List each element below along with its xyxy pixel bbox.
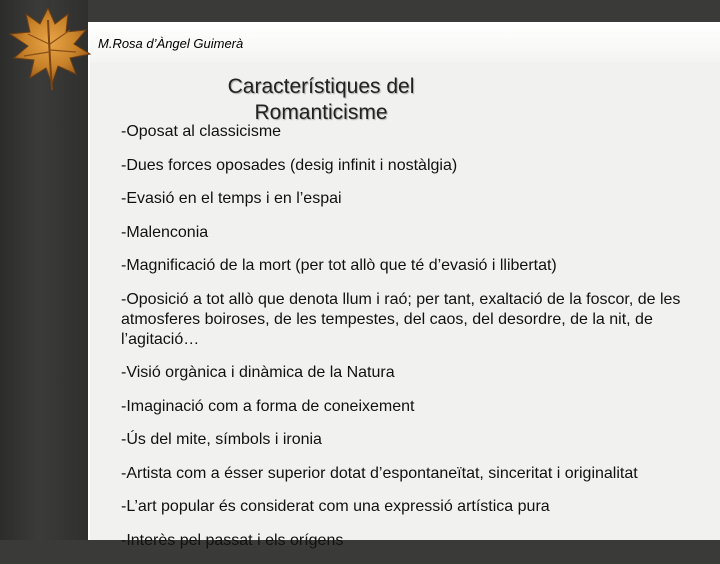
slide-title: Característiques del Romanticisme	[227, 75, 415, 124]
bullet-item: -Malenconia	[121, 223, 209, 241]
bullet-list	[121, 122, 707, 564]
top-frame-strip	[88, 0, 720, 22]
bullet-item: -Oposició a tot allò que denota llum i raó; per tant, exaltació de la foscor, de les atmosferes boiroses, de les tempestes, del caos, del desordre, de la nit, de l’agitació…	[121, 290, 681, 348]
bullet-item: -L’art popular és considerat com una expressió artística pura	[121, 498, 550, 515]
bullet-item: -Magnificació de la mort (per tot allò que té d’evasió i llibertat)	[121, 257, 557, 274]
bullet-item: -Oposat al classicisme	[121, 123, 282, 140]
slide-author: M.Rosa d’Àngel Guimerà	[98, 36, 244, 51]
bullet-item: -Interès pel passat i els orígens	[121, 531, 344, 549]
autumn-leaf-icon	[0, 0, 96, 96]
bullet-item: -Visió orgànica i dinàmica de la Natura	[121, 364, 395, 381]
bullet-item: -Evasió en el temps i en l’espai	[121, 190, 342, 207]
slide-canvas	[88, 22, 720, 549]
bullet-item: -Ús del mite, símbols i ironia	[121, 431, 322, 448]
bullet-item: -Imaginació com a forma de coneixement	[121, 397, 415, 415]
bullet-item: -Dues forces oposades (desig infinit i nostàlgia)	[121, 156, 458, 174]
bullet-item: -Artista com a ésser superior dotat d’espontaneïtat, sinceritat i originalitat	[121, 464, 638, 482]
